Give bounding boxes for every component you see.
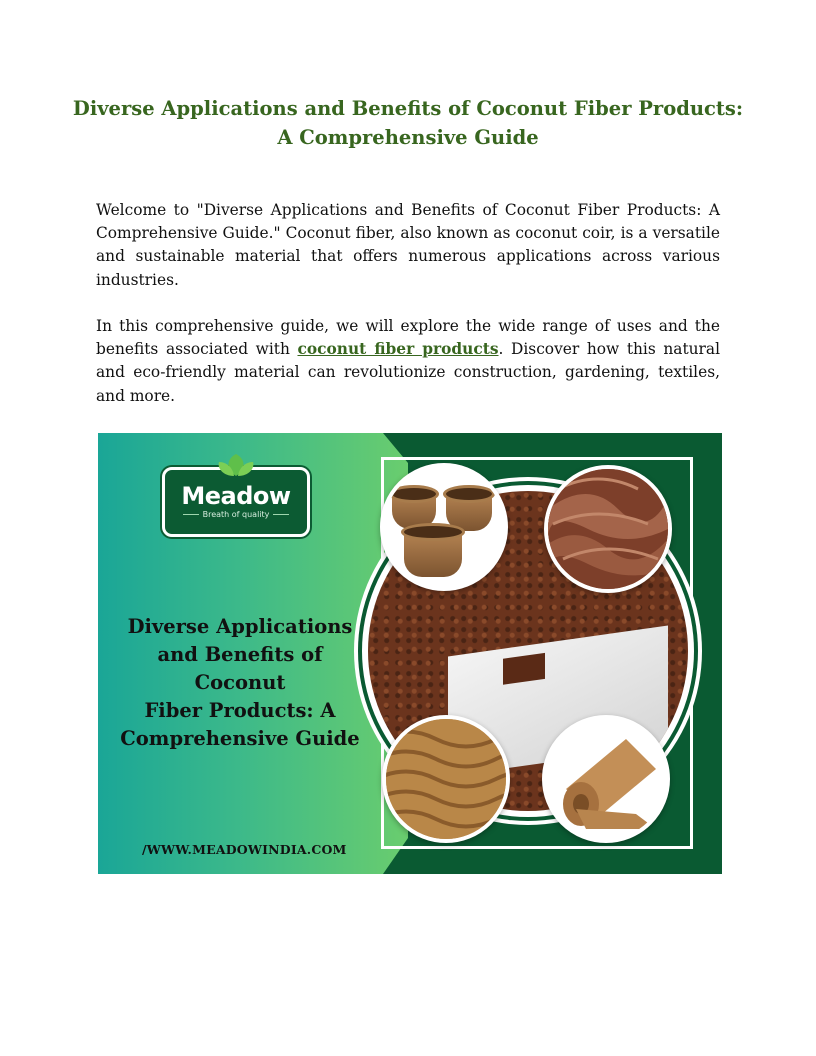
coir-mat-illustration xyxy=(546,719,666,839)
meadow-logo xyxy=(162,467,310,537)
guide-paragraph xyxy=(96,315,720,408)
banner-title-line: and Benefits of Coconut xyxy=(157,643,323,694)
intro-paragraph: Welcome to "Diverse Applications and Benefits of Coconut Fiber Products: A Comprehensive Guide." Coconut fiber, also known as coconut coir, is a versatile and sustainable material that offers numerous applications across various industries. xyxy=(96,201,720,289)
coir-rope-illustration xyxy=(386,719,506,839)
banner-url: /WWW.MEADOWINDIA.COM xyxy=(142,842,347,857)
guide-paragraph-start: In this comprehensive guide, we will explore the wide range of uses and the benefits associated with xyxy=(96,317,720,359)
coir-pots-photo xyxy=(380,463,508,591)
logo-name: Meadow xyxy=(181,482,291,510)
logo-tagline: Breath of quality xyxy=(165,510,307,520)
banner-image xyxy=(98,433,722,874)
coconut-fiber-products-link[interactable]: coconut fiber products xyxy=(297,340,499,359)
coir-mat-roll-photo xyxy=(542,715,670,843)
banner-title xyxy=(112,613,368,753)
banner-title-line: Fiber Products: A xyxy=(144,699,336,722)
coir-rope-photo xyxy=(382,715,510,843)
block-hole xyxy=(503,653,545,685)
title-line-2: A Comprehensive Guide xyxy=(277,126,539,149)
coir-pot xyxy=(404,529,462,577)
coir-rolls-illustration xyxy=(548,469,668,589)
guide-paragraph-end: . Discover how this natural and eco-friendly material can revolutionize construction, gardening, textiles, and more. xyxy=(96,340,721,405)
leaf-icon xyxy=(215,452,257,478)
title-line-1: Diverse Applications and Benefits of Coconut Fiber Products: xyxy=(72,97,744,120)
banner-title-line: Diverse Applications xyxy=(127,615,353,638)
page-title xyxy=(60,94,756,152)
banner-title-line: Comprehensive Guide xyxy=(120,727,360,750)
coir-rolls-photo xyxy=(544,465,672,593)
